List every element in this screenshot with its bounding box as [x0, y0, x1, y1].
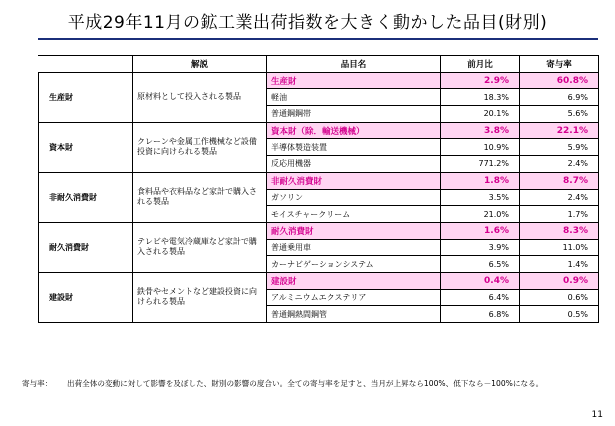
category-name: 非耐久消費財 [39, 172, 133, 222]
header-month-over-month: 前月比 [441, 56, 520, 73]
item-name: 耐久消費財 [267, 222, 441, 239]
contribution-value: 5.9% [520, 139, 599, 156]
mom-value: 20.1% [441, 106, 520, 123]
category-name: 耐久消費財 [39, 222, 133, 272]
category-description: 食料品や衣料品など家計で購入される製品 [133, 172, 267, 222]
item-name: 軽油 [267, 89, 441, 106]
mom-value: 2.9% [441, 72, 520, 89]
category-description: テレビや電気冷蔵庫など家計で購入される製品 [133, 222, 267, 272]
table-header-row [39, 56, 599, 73]
contribution-value: 60.8% [520, 72, 599, 89]
mom-value: 771.2% [441, 156, 520, 173]
contribution-value: 8.7% [520, 172, 599, 189]
table-row [39, 222, 599, 239]
item-name: 半導体製造装置 [267, 139, 441, 156]
item-name: ガソリン [267, 189, 441, 206]
item-name: モイスチャークリーム [267, 206, 441, 223]
contribution-value: 1.7% [520, 206, 599, 223]
title-rule [38, 38, 598, 40]
item-name: 普通鋼鋼帯 [267, 106, 441, 123]
contribution-value: 11.0% [520, 239, 599, 256]
category-description: 原材料として投入される製品 [133, 72, 267, 122]
header-description: 解説 [133, 56, 267, 73]
table-row [39, 122, 599, 139]
contribution-value: 6.9% [520, 89, 599, 106]
mom-value: 21.0% [441, 206, 520, 223]
item-name: 反応用機器 [267, 156, 441, 173]
item-name: 普通鋼熱間鋼管 [267, 306, 441, 323]
mom-value: 18.3% [441, 89, 520, 106]
contribution-value: 0.6% [520, 289, 599, 306]
page-number: 11 [591, 410, 603, 420]
item-name: アルミニウムエクステリア [267, 289, 441, 306]
item-name: 非耐久消費財 [267, 172, 441, 189]
item-name: 普通乗用車 [267, 239, 441, 256]
header-contribution: 寄与率 [520, 56, 599, 73]
contribution-value: 22.1% [520, 122, 599, 139]
category-description: クレーンや金属工作機械など設備投資に向けられる製品 [133, 122, 267, 172]
contribution-value: 5.6% [520, 106, 599, 123]
page-title: 平成29年11月の鉱工業出荷指数を大きく動かした品目(財別) [67, 13, 548, 33]
category-name: 建設財 [39, 272, 133, 322]
footnote-text: 出荷全体の変動に対して影響を及ぼした、財別の影響の度合い。全ての寄与率を足すと、当月が上昇なら100%、低下なら－100%になる。 [67, 379, 544, 388]
table-row [39, 172, 599, 189]
item-name: 資本財（除．輸送機械） [267, 122, 441, 139]
header-item-name: 品目名 [267, 56, 441, 73]
item-name: 建設財 [267, 272, 441, 289]
category-description: 鉄骨やセメントなど建設投資に向けられる製品 [133, 272, 267, 322]
table-row [39, 72, 599, 89]
mom-value: 6.4% [441, 289, 520, 306]
contribution-value: 8.3% [520, 222, 599, 239]
mom-value: 10.9% [441, 139, 520, 156]
contribution-value: 1.4% [520, 256, 599, 273]
mom-value: 6.8% [441, 306, 520, 323]
mom-value: 3.9% [441, 239, 520, 256]
mom-value: 0.4% [441, 272, 520, 289]
contribution-value: 2.4% [520, 189, 599, 206]
mom-value: 1.8% [441, 172, 520, 189]
mom-value: 3.5% [441, 189, 520, 206]
category-name: 資本財 [39, 122, 133, 172]
contribution-value: 0.5% [520, 306, 599, 323]
mom-value: 6.5% [441, 256, 520, 273]
contribution-value: 0.9% [520, 272, 599, 289]
category-name: 生産財 [39, 72, 133, 122]
item-name: 生産財 [267, 72, 441, 89]
mom-value: 1.6% [441, 222, 520, 239]
footnote-label: 寄与率： [22, 379, 53, 388]
mom-value: 3.8% [441, 122, 520, 139]
table-row [39, 272, 599, 289]
contribution-value: 2.4% [520, 156, 599, 173]
item-name: カーナビゲーションシステム [267, 256, 441, 273]
contribution-table [38, 55, 599, 323]
header-blank [39, 56, 133, 73]
